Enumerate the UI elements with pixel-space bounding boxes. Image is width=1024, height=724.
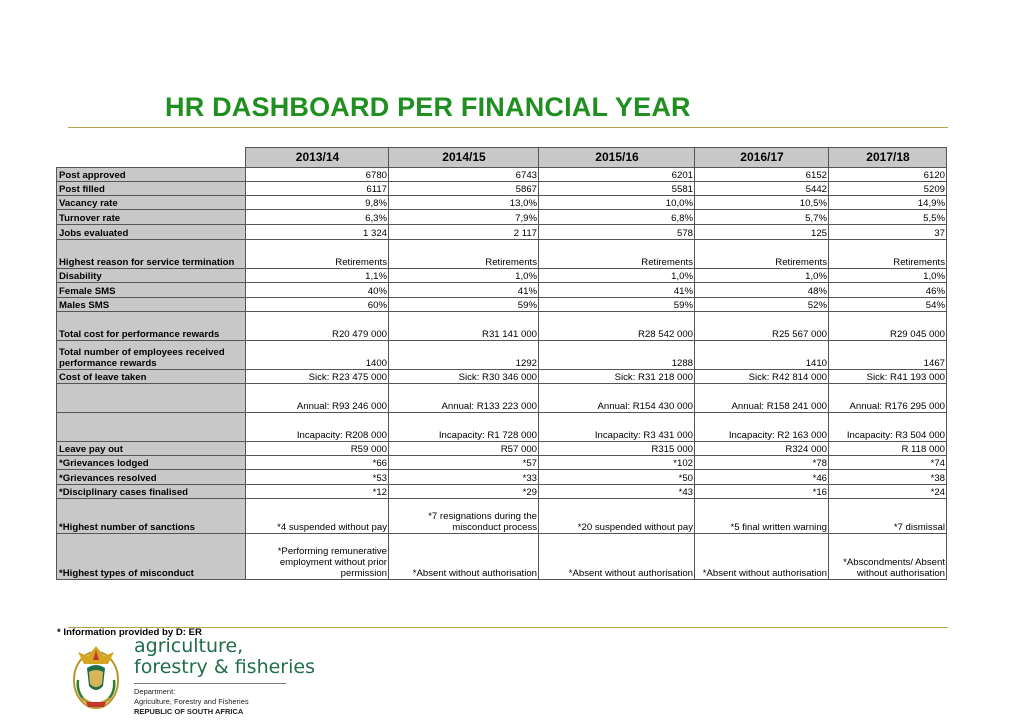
data-cell: 10,5% <box>695 196 829 210</box>
data-cell: Retirements <box>695 240 829 269</box>
data-cell: Sick: R23 475 000 <box>246 370 389 384</box>
logo-line-1: agriculture, <box>134 635 244 657</box>
data-cell: Annual: R93 246 000 <box>246 384 389 413</box>
data-cell: 1410 <box>695 341 829 370</box>
table-row <box>57 534 947 580</box>
table-row <box>57 341 947 370</box>
data-cell: *4 suspended without pay <box>246 499 389 534</box>
data-cell: R28 542 000 <box>539 312 695 341</box>
data-cell: 6743 <box>389 168 539 182</box>
row-label: Turnover rate <box>57 210 246 225</box>
year-header-row <box>57 148 947 168</box>
table-row <box>57 240 947 269</box>
department-name: Agriculture, Forestry and Fisheries <box>134 697 249 706</box>
data-cell: 1467 <box>829 341 947 370</box>
row-label: Total number of employees received performance rewards <box>57 341 246 370</box>
data-cell: 40% <box>246 283 389 298</box>
data-cell: R29 045 000 <box>829 312 947 341</box>
data-cell: *66 <box>246 456 389 470</box>
row-label: *Grievances resolved <box>57 470 246 485</box>
data-cell: Incapacity: R208 000 <box>246 413 389 442</box>
data-cell: 10,0% <box>539 196 695 210</box>
data-cell: Sick: R30 346 000 <box>389 370 539 384</box>
data-cell: 9,8% <box>246 196 389 210</box>
data-cell: 1292 <box>389 341 539 370</box>
data-cell: *50 <box>539 470 695 485</box>
data-cell: Retirements <box>539 240 695 269</box>
data-cell: *46 <box>695 470 829 485</box>
data-cell: Incapacity: R2 163 000 <box>695 413 829 442</box>
header-blank-cell <box>57 148 246 168</box>
data-cell: 59% <box>539 298 695 312</box>
row-label <box>57 413 246 442</box>
data-cell: 13,0% <box>389 196 539 210</box>
data-cell: 59% <box>389 298 539 312</box>
data-cell: 41% <box>539 283 695 298</box>
data-cell: *57 <box>389 456 539 470</box>
table-row <box>57 370 947 384</box>
data-cell: *33 <box>389 470 539 485</box>
data-cell: Incapacity: R3 431 000 <box>539 413 695 442</box>
data-cell: *29 <box>389 485 539 499</box>
data-cell: 1,0% <box>829 269 947 283</box>
data-cell: 41% <box>389 283 539 298</box>
data-cell: 1400 <box>246 341 389 370</box>
data-cell: 5442 <box>695 182 829 196</box>
data-cell: *43 <box>539 485 695 499</box>
data-cell: Retirements <box>246 240 389 269</box>
data-cell: *7 resignations during the misconduct process <box>389 499 539 534</box>
data-cell: *Performing remunerative employment without prior permission <box>246 534 389 580</box>
data-cell: *5 final written warning <box>695 499 829 534</box>
data-cell: 2 117 <box>389 225 539 240</box>
data-cell: 6120 <box>829 168 947 182</box>
row-label: Disability <box>57 269 246 283</box>
data-cell: 1,0% <box>539 269 695 283</box>
table-row <box>57 210 947 225</box>
data-cell: R25 567 000 <box>695 312 829 341</box>
footnote: * Information provided by D: ER <box>57 627 202 638</box>
data-cell: 6201 <box>539 168 695 182</box>
row-label: Highest reason for service termination <box>57 240 246 269</box>
table-row <box>57 456 947 470</box>
data-cell: 14,9% <box>829 196 947 210</box>
data-cell: Annual: R133 223 000 <box>389 384 539 413</box>
data-cell: R20 479 000 <box>246 312 389 341</box>
data-cell: *78 <box>695 456 829 470</box>
data-cell: *Absent without authorisation <box>389 534 539 580</box>
table-row <box>57 384 947 413</box>
table-row <box>57 225 947 240</box>
table-row <box>57 442 947 456</box>
data-cell: *24 <box>829 485 947 499</box>
row-label: *Highest types of misconduct <box>57 534 246 580</box>
data-cell: Incapacity: R3 504 000 <box>829 413 947 442</box>
row-label: Jobs evaluated <box>57 225 246 240</box>
year-header: 2016/17 <box>695 148 829 168</box>
data-cell: 48% <box>695 283 829 298</box>
data-cell: 6152 <box>695 168 829 182</box>
data-cell: 5,7% <box>695 210 829 225</box>
data-cell: 54% <box>829 298 947 312</box>
table-row <box>57 485 947 499</box>
data-cell: 37 <box>829 225 947 240</box>
department-logo <box>134 636 315 717</box>
data-cell: *16 <box>695 485 829 499</box>
table-row <box>57 269 947 283</box>
data-cell: 5867 <box>389 182 539 196</box>
row-label: Cost of leave taken <box>57 370 246 384</box>
data-cell: 52% <box>695 298 829 312</box>
data-cell: *74 <box>829 456 947 470</box>
data-cell: *38 <box>829 470 947 485</box>
row-label: Leave pay out <box>57 442 246 456</box>
data-cell: Sick: R42 814 000 <box>695 370 829 384</box>
data-cell: *102 <box>539 456 695 470</box>
table-row <box>57 182 947 196</box>
data-cell: Sick: R41 193 000 <box>829 370 947 384</box>
table-row <box>57 168 947 182</box>
data-cell: 1,0% <box>389 269 539 283</box>
data-cell: *Absent without authorisation <box>695 534 829 580</box>
data-cell: Annual: R154 430 000 <box>539 384 695 413</box>
data-cell: 46% <box>829 283 947 298</box>
data-cell: *53 <box>246 470 389 485</box>
country-name: REPUBLIC OF SOUTH AFRICA <box>134 707 244 716</box>
row-label: *Disciplinary cases finalised <box>57 485 246 499</box>
table-row <box>57 499 947 534</box>
data-cell: R31 141 000 <box>389 312 539 341</box>
data-cell: 6,8% <box>539 210 695 225</box>
row-label <box>57 384 246 413</box>
data-cell: 1,1% <box>246 269 389 283</box>
row-label: Female SMS <box>57 283 246 298</box>
logo-divider <box>134 683 286 684</box>
row-label: Vacancy rate <box>57 196 246 210</box>
table-row <box>57 312 947 341</box>
data-cell: Annual: R158 241 000 <box>695 384 829 413</box>
year-header: 2013/14 <box>246 148 389 168</box>
table-row <box>57 298 947 312</box>
data-cell: R324 000 <box>695 442 829 456</box>
data-cell: *7 dismissal <box>829 499 947 534</box>
data-cell: 6780 <box>246 168 389 182</box>
data-cell: Incapacity: R1 728 000 <box>389 413 539 442</box>
data-cell: R315 000 <box>539 442 695 456</box>
data-cell: 5209 <box>829 182 947 196</box>
data-cell: Sick: R31 218 000 <box>539 370 695 384</box>
data-cell: R57 000 <box>389 442 539 456</box>
page-title: HR DASHBOARD PER FINANCIAL YEAR <box>165 92 691 122</box>
data-cell: Retirements <box>829 240 947 269</box>
row-label: Males SMS <box>57 298 246 312</box>
data-cell: 5,5% <box>829 210 947 225</box>
table-row <box>57 470 947 485</box>
year-header: 2014/15 <box>389 148 539 168</box>
data-cell: *20 suspended without pay <box>539 499 695 534</box>
data-cell: 1,0% <box>695 269 829 283</box>
year-header: 2015/16 <box>539 148 695 168</box>
hr-dashboard-table <box>56 147 947 580</box>
data-cell: 578 <box>539 225 695 240</box>
data-cell: 6117 <box>246 182 389 196</box>
data-cell: 125 <box>695 225 829 240</box>
data-cell: 5581 <box>539 182 695 196</box>
data-cell: 6,3% <box>246 210 389 225</box>
row-label: Total cost for performance rewards <box>57 312 246 341</box>
title-divider <box>68 127 948 128</box>
south-africa-coat-of-arms-icon <box>68 640 124 712</box>
table-row <box>57 283 947 298</box>
table-row <box>57 413 947 442</box>
data-cell: R 118 000 <box>829 442 947 456</box>
year-header: 2017/18 <box>829 148 947 168</box>
data-cell: 60% <box>246 298 389 312</box>
department-label: Department: <box>134 687 176 696</box>
data-cell: Retirements <box>389 240 539 269</box>
logo-line-2: forestry & fisheries <box>134 656 315 678</box>
data-cell: *Absent without authorisation <box>539 534 695 580</box>
data-cell: R59 000 <box>246 442 389 456</box>
data-cell: *Abscondments/ Absent without authorisation <box>829 534 947 580</box>
row-label: *Highest number of sanctions <box>57 499 246 534</box>
data-cell: *12 <box>246 485 389 499</box>
row-label: Post approved <box>57 168 246 182</box>
data-cell: 1 324 <box>246 225 389 240</box>
data-cell: 7,9% <box>389 210 539 225</box>
data-cell: Annual: R176 295 000 <box>829 384 947 413</box>
row-label: Post filled <box>57 182 246 196</box>
table-row <box>57 196 947 210</box>
data-cell: 1288 <box>539 341 695 370</box>
row-label: *Grievances lodged <box>57 456 246 470</box>
